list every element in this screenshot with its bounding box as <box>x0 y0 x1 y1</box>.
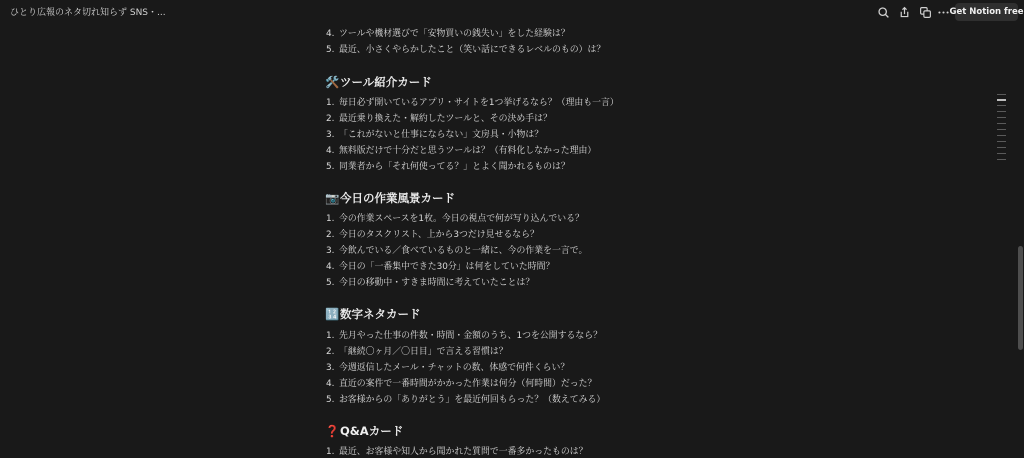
list-item: 1. 最近、お客様や知人から聞かれた質問で一番多かったものは？ <box>326 447 588 457</box>
toc-bar-active[interactable] <box>997 99 1006 101</box>
toc-bar[interactable] <box>997 147 1006 148</box>
toc-bar[interactable] <box>997 129 1006 130</box>
camera-icon: 📷 <box>325 191 340 205</box>
section-heading-tools: 🛠️ツール紹介カード <box>325 75 432 89</box>
toc-bar[interactable] <box>997 159 1006 160</box>
list-item: 1. 先月やった仕事の件数・時間・金額のうち、1つを公開するなら？ <box>326 331 603 341</box>
page-title[interactable]: ひとり広報のネタ切れ知らず SNS・... <box>10 8 166 18</box>
list-item: 5. 最近、小さくやらかしたこと（笑い話にできるレベルのもの）は？ <box>326 45 606 55</box>
list-item: 1. 今の作業スペースを1枚。今日の視点で何が写り込んでいる？ <box>326 214 584 224</box>
list-item: 3. 「これがないと仕事にならない」文房具・小物は？ <box>326 130 544 140</box>
list-item: 4. 無料版だけで十分だと思うツールは？（有料化しなかった理由） <box>326 146 597 156</box>
toc-bar[interactable] <box>997 123 1006 124</box>
list-item: 5. 今日の移動中・すきま時間に考えていたことは？ <box>326 278 535 288</box>
toc-bar[interactable] <box>997 111 1006 112</box>
toc-bar[interactable] <box>997 94 1006 95</box>
list-item: 5. お客様からの「ありがとう」を最近何回もらった？（数えてみる） <box>326 395 606 405</box>
section-heading-workspace: 📷今日の作業風景カード <box>325 191 455 205</box>
scrollbar-track[interactable] <box>1017 24 1024 456</box>
toc-bar[interactable] <box>997 117 1006 118</box>
toc-bar[interactable] <box>997 153 1006 154</box>
tools-icon: 🛠️ <box>325 75 340 89</box>
list-item: 4. ツールや機材選びで「安物買いの銭失い」をした経験は？ <box>326 29 570 39</box>
section-heading-numbers: 🔢数字ネタカード <box>325 307 421 321</box>
list-item: 5. 同業者から「それ何使ってる？」とよく聞かれるものは？ <box>326 162 570 172</box>
list-item: 4. 直近の案件で一番時間がかかった作業は何分（何時間）だった？ <box>326 379 597 389</box>
list-item: 4. 今日の「一番集中できた30分」は何をしていた時間？ <box>326 262 555 272</box>
list-item: 3. 今週返信したメール・チャットの数、体感で何件くらい？ <box>326 363 570 373</box>
list-item: 2. 「継続〇ヶ月／〇日目」で言える習慣は？ <box>326 347 508 357</box>
scrollbar-thumb[interactable] <box>1018 246 1023 350</box>
toc-bar[interactable] <box>997 135 1006 136</box>
numbers-icon: 🔢 <box>325 307 340 321</box>
get-notion-free-button[interactable]: Get Notion free <box>955 3 1018 21</box>
question-mark-icon: ❓ <box>325 424 340 438</box>
list-item: 1. 毎日必ず開いているアプリ・サイトを1つ挙げるなら？（理由も一言） <box>326 98 619 108</box>
list-item: 2. 今日のタスクリスト、上から3つだけ見せるなら？ <box>326 230 539 240</box>
toc-bar[interactable] <box>997 105 1006 106</box>
list-item: 2. 最近乗り換えた・解約したツールと、その決め手は？ <box>326 114 552 124</box>
toc-bar[interactable] <box>997 141 1006 142</box>
section-heading-qa: ❓Q&Aカード <box>325 424 404 438</box>
list-item: 3. 今飲んでいる／食べているものと一緒に、今の作業を一言で。 <box>326 246 588 256</box>
